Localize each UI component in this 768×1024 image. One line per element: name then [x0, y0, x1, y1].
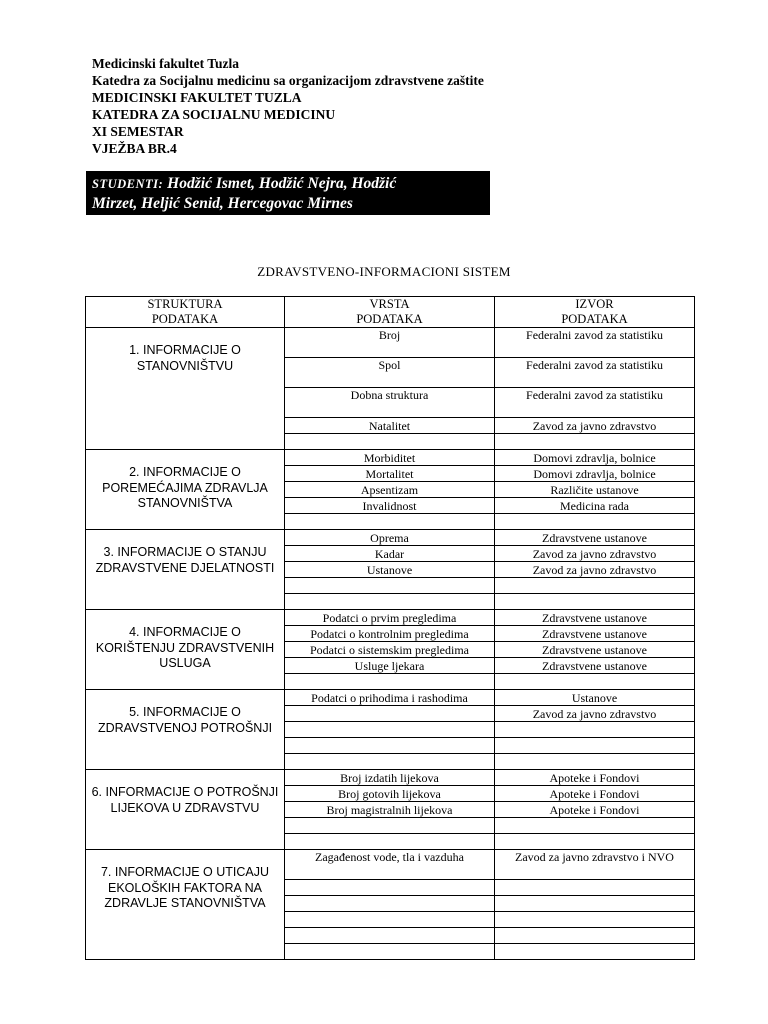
data-type-cell: Morbiditet — [285, 450, 495, 466]
data-source-cell — [495, 834, 695, 850]
data-source-cell: Zdravstvene ustanove — [495, 658, 695, 674]
data-type-cell: Podatci o prihodima i rashodima — [285, 690, 495, 706]
data-source-cell — [495, 514, 695, 530]
data-type-cell — [285, 818, 495, 834]
data-type-cell: Podatci o prvim pregledima — [285, 610, 495, 626]
data-type-cell — [285, 706, 495, 722]
data-source-cell: Zavod za javno zdravstvo — [495, 706, 695, 722]
data-source-cell: Zdravstvene ustanove — [495, 530, 695, 546]
category-cell: 1. INFORMACIJE O STANOVNIŠTVU — [86, 328, 285, 450]
table-row — [86, 328, 695, 358]
data-type-cell — [285, 880, 495, 896]
header-line: MEDICINSKI FAKULTET TUZLA — [92, 90, 302, 105]
data-source-cell: Zavod za javno zdravstvo — [495, 546, 695, 562]
data-source-cell: Ustanove — [495, 690, 695, 706]
data-source-cell: Zavod za javno zdravstvo — [495, 562, 695, 578]
data-source-cell: Domovi zdravlja, bolnice — [495, 466, 695, 482]
header-line: KATEDRA ZA SOCIJALNU MEDICINU — [92, 107, 336, 122]
document-title: ZDRAVSTVENO-INFORMACIONI SISTEM — [257, 264, 511, 279]
data-type-cell — [285, 722, 495, 738]
header-line: XI SEMESTAR — [92, 124, 184, 139]
data-source-cell: Federalni zavod za statistiku — [495, 358, 695, 388]
data-type-cell — [285, 738, 495, 754]
document-header — [92, 55, 484, 157]
data-type-cell — [285, 578, 495, 594]
category-cell: 7. INFORMACIJE O UTICAJU EKOLOŠKIH FAKTORA NA ZDRAVLJE STANOVNIŠTVA — [86, 850, 285, 960]
data-source-cell — [495, 434, 695, 450]
data-source-cell — [495, 928, 695, 944]
data-type-cell — [285, 514, 495, 530]
data-type-cell — [285, 912, 495, 928]
header-structure: STRUKTURA PODATAKA — [86, 297, 285, 328]
data-source-cell: Zdravstvene ustanove — [495, 626, 695, 642]
data-type-cell: Spol — [285, 358, 495, 388]
data-source-cell: Zdravstvene ustanove — [495, 642, 695, 658]
category-cell: 5. INFORMACIJE O ZDRAVSTVENOJ POTROŠNJI — [86, 690, 285, 770]
data-type-cell: Zagađenost vode, tla i vazduha — [285, 850, 495, 880]
table-row — [86, 770, 695, 786]
table-row — [86, 450, 695, 466]
table-row — [86, 530, 695, 546]
students-names-line1: Hodžić Ismet, Hodžić Nejra, Hodžić — [167, 175, 397, 192]
information-system-table — [85, 296, 695, 960]
data-type-cell: Broj gotovih lijekova — [285, 786, 495, 802]
data-source-cell: Federalni zavod za statistiku — [495, 388, 695, 418]
data-type-cell: Usluge ljekara — [285, 658, 495, 674]
data-type-cell — [285, 944, 495, 960]
data-type-cell: Broj — [285, 328, 495, 358]
data-type-cell: Mortalitet — [285, 466, 495, 482]
data-source-cell — [495, 896, 695, 912]
data-type-cell — [285, 674, 495, 690]
data-type-cell: Podatci o kontrolnim pregledima — [285, 626, 495, 642]
data-source-cell — [495, 818, 695, 834]
header-line: Medicinski fakultet Tuzla — [92, 56, 240, 71]
data-source-cell — [495, 578, 695, 594]
table-body — [86, 328, 695, 960]
data-type-cell: Ustanove — [285, 562, 495, 578]
data-source-cell: Različite ustanove — [495, 482, 695, 498]
data-source-cell: Medicina rada — [495, 498, 695, 514]
data-source-cell: Zdravstvene ustanove — [495, 610, 695, 626]
data-source-cell — [495, 722, 695, 738]
header-line: Katedra za Socijalnu medicinu sa organizacijom zdravstvene zaštite — [92, 73, 484, 88]
data-type-cell: Invalidnost — [285, 498, 495, 514]
data-source-cell — [495, 880, 695, 896]
data-type-cell: Oprema — [285, 530, 495, 546]
students-box — [86, 171, 490, 215]
students-label: STUDENTI: — [92, 177, 164, 191]
data-type-cell — [285, 594, 495, 610]
data-source-cell — [495, 674, 695, 690]
data-type-cell: Natalitet — [285, 418, 495, 434]
data-source-cell: Apoteke i Fondovi — [495, 802, 695, 818]
data-source-cell — [495, 594, 695, 610]
data-source-cell: Apoteke i Fondovi — [495, 786, 695, 802]
data-type-cell — [285, 834, 495, 850]
table-row — [86, 690, 695, 706]
header-type: VRSTA PODATAKA — [285, 297, 495, 328]
data-type-cell: Podatci o sistemskim pregledima — [285, 642, 495, 658]
data-source-cell — [495, 944, 695, 960]
data-type-cell: Broj izdatih lijekova — [285, 770, 495, 786]
category-cell: 4. INFORMACIJE O KORIŠTENJU ZDRAVSTVENIH USLUGA — [86, 610, 285, 690]
table-row — [86, 850, 695, 880]
data-type-cell: Broj magistralnih lijekova — [285, 802, 495, 818]
data-source-cell: Apoteke i Fondovi — [495, 770, 695, 786]
data-source-cell: Federalni zavod za statistiku — [495, 328, 695, 358]
data-type-cell — [285, 928, 495, 944]
data-type-cell: Dobna struktura — [285, 388, 495, 418]
data-type-cell — [285, 896, 495, 912]
data-source-cell — [495, 912, 695, 928]
data-type-cell — [285, 754, 495, 770]
data-source-cell: Zavod za javno zdravstvo — [495, 418, 695, 434]
students-names-line2: Mirzet, Heljić Senid, Hercegovac Mirnes — [92, 195, 353, 212]
header-source: IZVOR PODATAKA — [495, 297, 695, 328]
data-source-cell: Zavod za javno zdravstvo i NVO — [495, 850, 695, 880]
data-type-cell: Apsentizam — [285, 482, 495, 498]
category-cell: 2. INFORMACIJE O POREMEĆAJIMA ZDRAVLJA STANOVNIŠTVA — [86, 450, 285, 530]
data-source-cell — [495, 754, 695, 770]
header-line: VJEŽBA BR.4 — [92, 141, 177, 156]
table-header-row — [86, 297, 695, 328]
data-source-cell — [495, 738, 695, 754]
category-cell: 3. INFORMACIJE O STANJU ZDRAVSTVENE DJELATNOSTI — [86, 530, 285, 610]
category-cell: 6. INFORMACIJE O POTROŠNJI LIJEKOVA U ZDRAVSTVU — [86, 770, 285, 850]
data-source-cell: Domovi zdravlja, bolnice — [495, 450, 695, 466]
table-row — [86, 610, 695, 626]
data-type-cell: Kadar — [285, 546, 495, 562]
data-type-cell — [285, 434, 495, 450]
